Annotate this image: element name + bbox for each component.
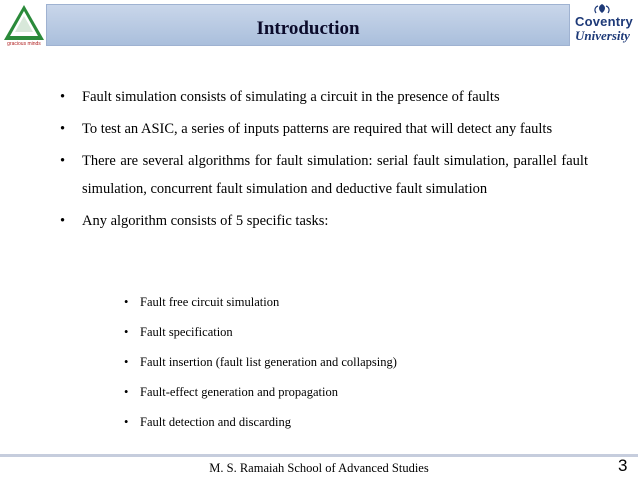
footer-institution: M. S. Ramaiah School of Advanced Studies <box>209 461 429 475</box>
leaf-emblem-icon <box>592 4 638 14</box>
sub-bullet-text: Fault free circuit simulation <box>140 295 280 309</box>
sub-bullet-item <box>124 414 564 430</box>
task-sub-list <box>124 294 564 444</box>
sub-bullet-text: Fault insertion (fault list generation and collapsing) <box>140 355 397 369</box>
sub-bullet-marker: • <box>124 295 129 309</box>
footer-divider <box>0 454 638 457</box>
slide-title: Introduction <box>256 18 360 39</box>
sub-bullet-item <box>124 354 564 370</box>
bullet-text: To test an ASIC, a series of inputs patterns are required that will detect any faults <box>82 121 553 137</box>
bullet-text: There are several algorithms for fault simulation: serial fault simulation, parallel fault simulation, concurrent fault simulation and deductive fault simulation <box>82 153 588 197</box>
bullet-marker: • <box>60 89 66 105</box>
bullet-item <box>60 147 588 203</box>
sub-bullet-item <box>124 294 564 310</box>
sub-bullet-item <box>124 324 564 340</box>
sub-bullet-item <box>124 384 564 400</box>
bullet-item <box>60 207 588 235</box>
bullet-text: Any algorithm consists of 5 specific tasks: <box>82 213 329 229</box>
bullet-item <box>60 83 588 111</box>
bullet-marker: • <box>60 153 66 169</box>
main-bullet-list <box>60 83 588 239</box>
university-logo <box>572 8 634 46</box>
sub-bullet-marker: • <box>124 415 129 429</box>
bullet-marker: • <box>60 121 66 137</box>
sub-bullet-text: Fault specification <box>140 325 233 339</box>
sub-bullet-marker: • <box>124 355 129 369</box>
sub-bullet-text: Fault detection and discarding <box>140 415 292 429</box>
logo-coventry: Coventry <box>575 14 633 29</box>
page-number: 3 <box>618 456 628 475</box>
logo-tagline: gracious minds <box>7 41 41 47</box>
sub-bullet-marker: • <box>124 325 129 339</box>
bullet-marker: • <box>60 213 66 229</box>
sub-bullet-marker: • <box>124 385 129 399</box>
institution-logo <box>2 2 46 48</box>
bullet-item <box>60 115 588 143</box>
bullet-text: Fault simulation consists of simulating a circuit in the presence of faults <box>82 89 500 105</box>
title-bar <box>46 4 570 46</box>
logo-university: University <box>575 28 630 43</box>
sub-bullet-text: Fault-effect generation and propagation <box>140 385 338 399</box>
